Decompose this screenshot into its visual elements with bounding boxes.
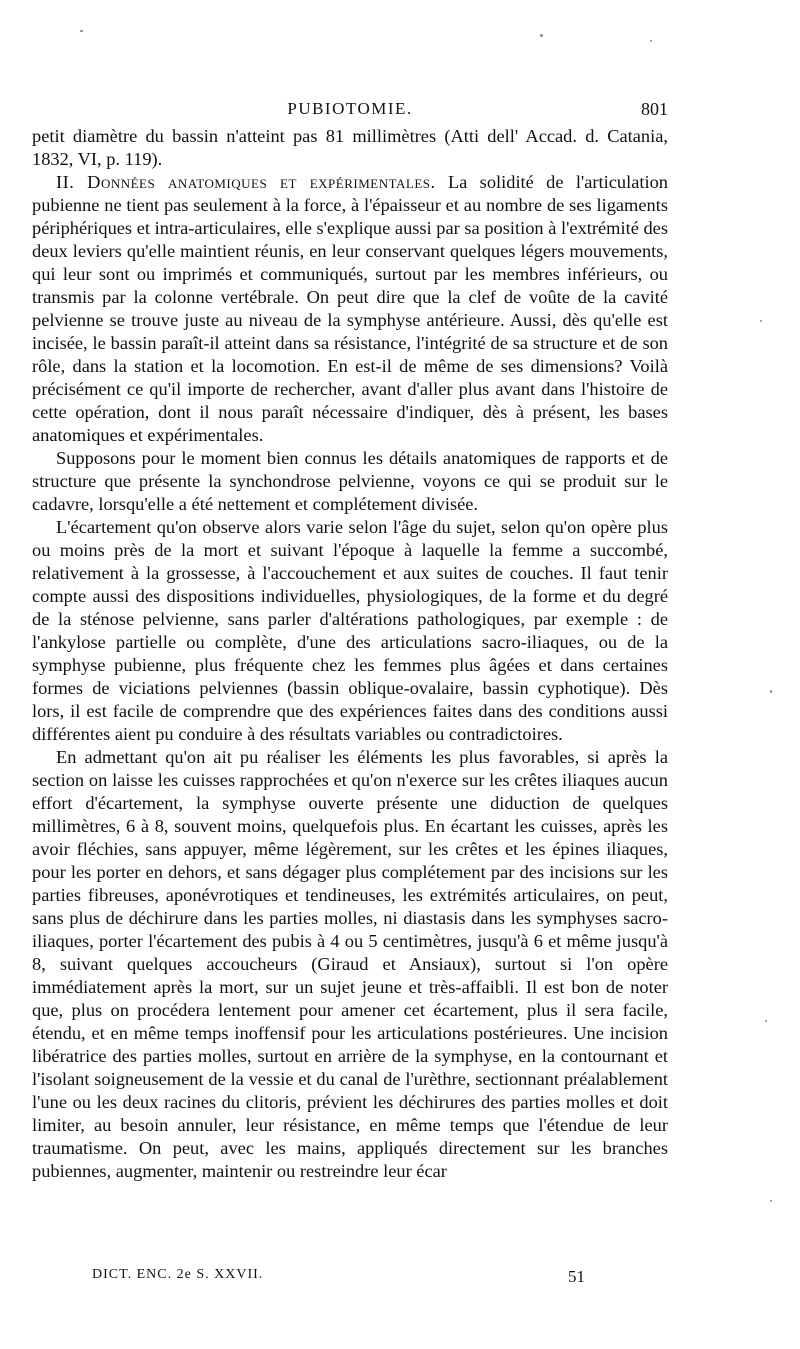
scan-speck <box>765 1020 767 1022</box>
running-title: PUBIOTOMIE. <box>287 99 413 118</box>
scan-speck <box>760 320 762 322</box>
paragraph-5: En admettant qu'on ait pu réaliser les éléments les plus favorables, si après la section on laisse les cuisses rapprochées et qu'on n'exerce sur les crêtes iliaques aucun effort d'écartement, la symphyse ouverte présente une diduction de quelques millimètres, 6 à 8, souvent moins, quelquefois plus. En écartant les cuisses, après les avoir fléchies, sans appuyer, même légèrement, sur les crêtes et les épines iliaques, pour les porter en dehors, et sans dégager plus complétement par des incisions sur les parties fibreuses, aponévrotiques et tendineuses, les extrémités articulaires, on peut, sans plus de déchirure dans les parties molles, ni diastasis dans les symphyses sacro-iliaques, porter l'écartement des pubis à 4 ou 5 centimètres, jusqu'à 6 et même jusqu'à 8, suivant quelques accoucheurs (Giraud et Ansiaux), surtout si l'on opère immédiatement après la mort, sur un sujet jeune et très-affaibli. Il est bon de noter que, plus on procédera lentement pour amener cet écartement, plus il sera facile, étendu, et en même temps inoffensif pour les articulations postérieures. Une incision libératrice des parties molles, surtout en arrière de la symphyse, en la contournant et l'isolant soigneusement de la vessie et du canal de l'urèthre, sectionnant préalablement l'une ou les deux racines du clitoris, prévient les déchirures des parties molles et doit limiter, au besoin annuler, leur résistance, en même temps que l'étendue de leur traumatisme. On peut, avec les mains, appliqués directement sur les branches pubiennes, augmenter, maintenir ou restreindre leur écar <box>32 747 668 1181</box>
paragraph-1: petit diamètre du bassin n'atteint pas 81 millimètres (Atti dell' Accad. d. Catania, 1832, VI, p. 119). <box>32 126 668 169</box>
section-heading: II. Données anatomiques et expérimentales. <box>56 172 436 192</box>
paragraph-3: Supposons pour le moment bien connus les détails anatomiques de rapports et de structure que présente la synchondrose pelvienne, voyons ce qui se produit sur le cadavre, lorsqu'elle a été nettement et complétement divisée. <box>32 448 668 514</box>
page <box>32 95 668 1183</box>
running-head <box>32 95 668 125</box>
page-footer <box>92 1267 612 1291</box>
page-number: 801 <box>641 99 668 119</box>
footer-signature: DICT. ENC. 2e S. XXVII. <box>92 1267 264 1282</box>
scan-speck <box>650 40 652 42</box>
scan-speck <box>770 1200 772 1202</box>
paragraph-2 <box>32 171 668 447</box>
scan-speck <box>80 30 83 32</box>
scan-speck <box>770 690 772 693</box>
footer-sheet-number: 51 <box>568 1267 585 1286</box>
paragraph-4: L'écartement qu'on observe alors varie selon l'âge du sujet, selon qu'on opère plus ou moins près de la mort et suivant l'époque à laquelle la femme a succombé, relativement à la grossesse, à l'accouchement et aux suites de couches. Il faut tenir compte aussi des dispositions individuelles, physiologiques, de la forme et du degré de la sténose pelvienne, sans parler d'altérations pathologiques, par exemple : de l'ankylose partielle ou complète, d'une des articulations sacro-iliaques, ou de la symphyse pubienne, plus fréquente chez les femmes plus âgées et dans certaines formes de viciations pelviennes (bassin oblique-ovalaire, bassin cyphotique). Dès lors, il est facile de comprendre que des expériences faites dans des conditions aussi différentes aient pu conduire à des résultats variables ou contradictoires. <box>32 517 668 744</box>
scan-speck <box>540 34 543 37</box>
body-text <box>32 125 668 1183</box>
paragraph-2-text: La solidité de l'articulation pubienne ne tient pas seulement à la force, à l'épaisseur et au nombre de ses ligaments périphériques et intra-articulaires, elle s'explique aussi par sa position à l'extrémité des deux leviers qu'elle maintient réunis, en leur conservant quelques légers mouvements, qui leur sont ou imprimés et communiqués, surtout par les membres inférieurs, ou transmis par la colonne vertébrale. On peut dire que la clef de voûte de la cavité pelvienne se trouve juste au niveau de la symphyse antérieure. Aussi, dès qu'elle est incisée, le bassin paraît-il atteint dans sa résistance, l'intégrité de sa structure et de son rôle, dans la station et la locomotion. En est-il de même de ses dimensions? Voilà précisément ce qu'il importe de rechercher, avant d'aller plus avant dans l'histoire de cette opération, dont il nous paraît nécessaire d'indiquer, dès à présent, les bases anatomiques et expérimentales. <box>32 172 668 445</box>
